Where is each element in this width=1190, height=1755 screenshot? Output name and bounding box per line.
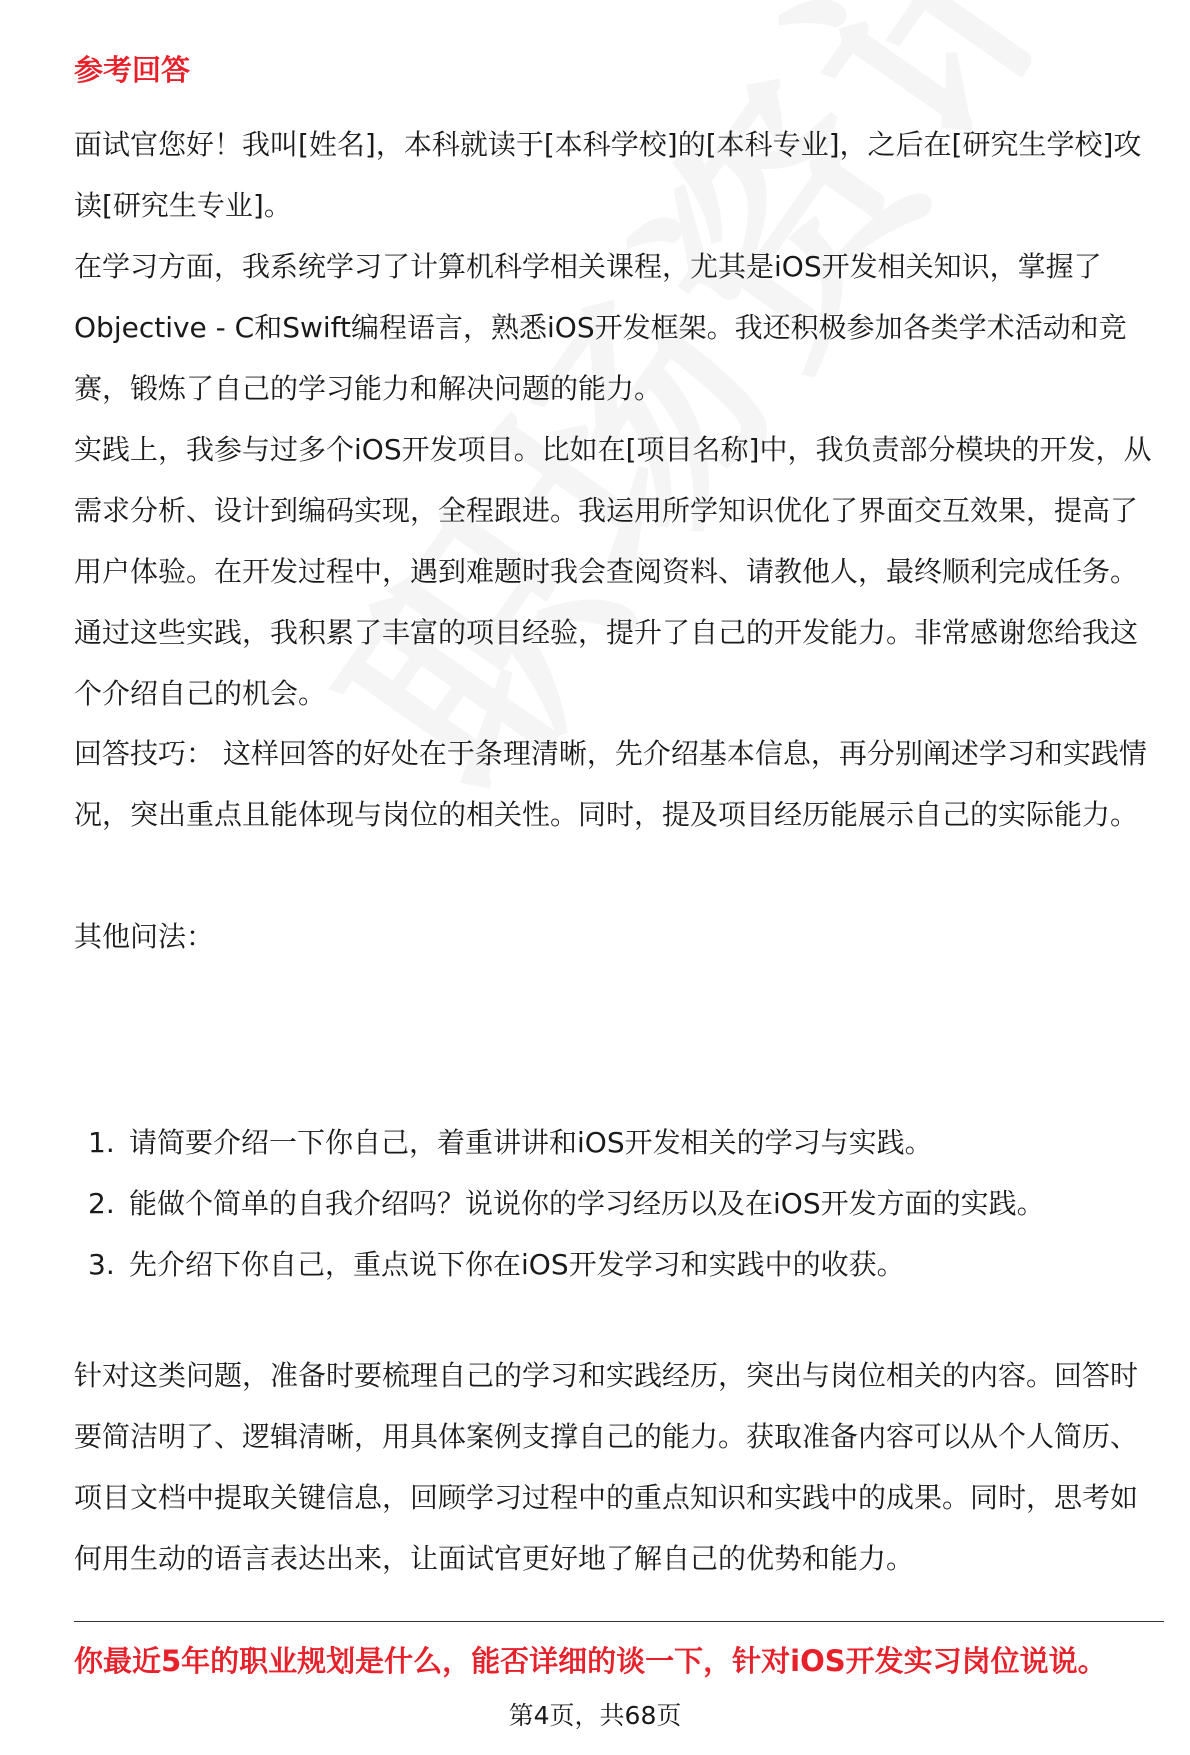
list-number: 1. (88, 1126, 115, 1159)
alt-questions-list (88, 1112, 1045, 1295)
list-text: 能做个简单的自我介绍吗？说说你的学习经历以及在iOS开发方面的实践。 (129, 1187, 1045, 1220)
tips-text: 回答技巧： 这样回答的好处在于条理清晰，先介绍基本信息，再分别阐述学习和实践情况，突出重点且能体现与岗位的相关性。同时，提及项目经历能展示自己的实际能力。 (74, 737, 1147, 831)
paragraph-tips (74, 723, 1164, 845)
other-questions-label (74, 906, 1164, 967)
section-heading: 参考回答 (74, 53, 191, 87)
practice-text: 实践上，我参与过多个iOS开发项目。比如在[项目名称]中，我负责部分模块的开发，从需求分析、设计到编码实现，全程跟进。我运用所学知识优化了界面交互效果，提高了用户体验。在开发过程中，遇到难题时我会查阅资料、请教他人，最终顺利完成任务。通过这些实践，我积累了丰富的项目经验，提升了自己的开发能力。非常感谢您给我这个介绍自己的机会。 (74, 433, 1152, 710)
study-text: 在学习方面，我系统学习了计算机科学相关课程，尤其是iOS开发相关知识，掌握了Objective - C和Swift编程语言，熟悉iOS开发框架。我还积极参加各类学术活动和竞赛，锻炼了自己的学习能力和解决问题的能力。 (74, 250, 1127, 405)
intro-text: 面试官您好！我叫[姓名]，本科就读于[本科学校]的[本科专业]，之后在[研究生学校]攻读[研究生专业]。 (74, 128, 1142, 222)
list-item (88, 1234, 1045, 1295)
paragraph-intro (74, 114, 1164, 236)
list-item (88, 1173, 1045, 1234)
paragraph-study (74, 236, 1164, 419)
list-text: 先介绍下你自己，重点说下你在iOS开发学习和实践中的收获。 (129, 1248, 905, 1281)
paragraph-practice (74, 419, 1164, 724)
divider (74, 1621, 1164, 1622)
other-label-text: 其他问法： (74, 920, 215, 953)
next-question-title: 你最近5年的职业规划是什么，能否详细的谈一下，针对iOS开发实习岗位说说。 (74, 1644, 1107, 1678)
list-text: 请简要介绍一下你自己，着重讲讲和iOS开发相关的学习与实践。 (129, 1126, 933, 1159)
paragraph-advice (74, 1345, 1164, 1589)
list-number: 3. (88, 1248, 115, 1281)
advice-text: 针对这类问题，准备时要梳理自己的学习和实践经历，突出与岗位相关的内容。回答时要简洁明了、逻辑清晰，用具体案例支撑自己的能力。获取准备内容可以从个人简历、项目文档中提取关键信息，回顾学习过程中的重点知识和实践中的成果。同时，思考如何用生动的语言表达出来，让面试官更好地了解自己的优势和能力。 (74, 1359, 1139, 1575)
list-item (88, 1112, 1045, 1173)
page-number: 第4页，共68页 (508, 1701, 682, 1730)
list-number: 2. (88, 1187, 115, 1220)
